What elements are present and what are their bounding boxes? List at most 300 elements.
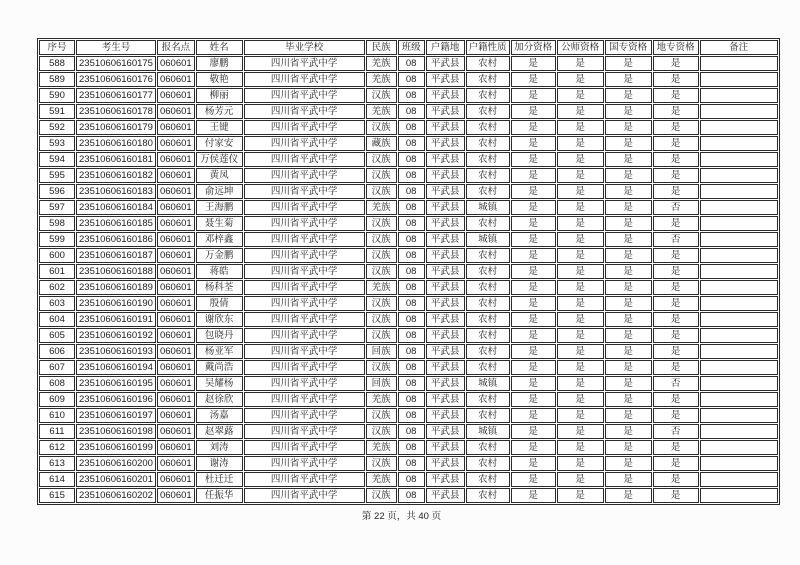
cell: 是 [557,344,604,359]
cell: 是 [557,88,604,103]
cell: 23510606160190 [76,296,156,311]
table-row [39,328,778,343]
cell: 23510606160196 [76,392,156,407]
table-row [39,424,778,439]
cell: 杜迁迁 [196,472,243,487]
cell: 平武县 [426,424,465,439]
cell: 08 [398,88,425,103]
column-header-1: 考生号 [76,40,156,55]
table-row [39,280,778,295]
table-row [39,296,778,311]
cell: 是 [511,360,556,375]
cell: 平武县 [426,168,465,183]
cell: 平武县 [426,248,465,263]
cell: 08 [398,72,425,87]
table-row [39,88,778,103]
cell: 是 [511,248,556,263]
cell: 060601 [157,184,195,199]
cell: 是 [557,296,604,311]
cell: 602 [39,280,75,295]
cell: 汉族 [366,264,397,279]
cell [700,360,778,375]
cell: 599 [39,232,75,247]
cell: 四川省平武中学 [244,120,365,135]
cell: 农村 [466,408,510,423]
cell: 四川省平武中学 [244,280,365,295]
cell: 608 [39,376,75,391]
cell: 刘涛 [196,440,243,455]
cell: 是 [605,280,652,295]
cell: 是 [653,184,699,199]
cell: 612 [39,440,75,455]
cell: 四川省平武中学 [244,152,365,167]
cell: 四川省平武中学 [244,312,365,327]
cell [700,296,778,311]
cell: 是 [605,472,652,487]
cell: 平武县 [426,392,465,407]
cell: 四川省平武中学 [244,472,365,487]
cell: 平武县 [426,376,465,391]
cell: 是 [511,328,556,343]
cell: 是 [653,248,699,263]
cell: 农村 [466,184,510,199]
cell: 汉族 [366,328,397,343]
cell: 城镇 [466,424,510,439]
cell: 是 [511,280,556,295]
cell: 四川省平武中学 [244,440,365,455]
cell: 杨芳元 [196,104,243,119]
cell: 08 [398,216,425,231]
cell: 060601 [157,72,195,87]
cell: 是 [653,56,699,71]
table-row [39,120,778,135]
cell: 是 [511,344,556,359]
cell: 08 [398,136,425,151]
cell [700,312,778,327]
cell: 08 [398,472,425,487]
cell: 谢涛 [196,456,243,471]
cell: 是 [605,216,652,231]
cell: 23510606160175 [76,56,156,71]
cell: 593 [39,136,75,151]
cell: 平武县 [426,440,465,455]
cell: 汉族 [366,488,397,503]
table-row [39,184,778,199]
cell: 汉族 [366,296,397,311]
cell: 是 [557,264,604,279]
cell: 23510606160177 [76,88,156,103]
cell: 是 [557,472,604,487]
cell: 是 [653,136,699,151]
cell: 是 [653,440,699,455]
cell: 是 [605,88,652,103]
cell: 23510606160179 [76,120,156,135]
cell: 是 [557,456,604,471]
cell: 汉族 [366,248,397,263]
cell [700,376,778,391]
cell: 是 [557,376,604,391]
cell: 赵翠蕗 [196,424,243,439]
cell: 汉族 [366,152,397,167]
cell: 四川省平武中学 [244,56,365,71]
cell: 平武县 [426,408,465,423]
cell: 敬艳 [196,72,243,87]
cell: 是 [557,408,604,423]
cell: 平武县 [426,312,465,327]
cell: 是 [653,296,699,311]
cell: 23510606160178 [76,104,156,119]
cell: 四川省平武中学 [244,392,365,407]
cell: 藏族 [366,136,397,151]
cell: 平武县 [426,264,465,279]
cell: 08 [398,168,425,183]
cell: 汉族 [366,168,397,183]
cell: 08 [398,120,425,135]
cell: 是 [511,264,556,279]
cell [700,488,778,503]
cell: 是 [557,184,604,199]
cell: 羌族 [366,472,397,487]
cell: 23510606160183 [76,184,156,199]
cell: 柳丽 [196,88,243,103]
cell: 613 [39,456,75,471]
cell: 595 [39,168,75,183]
cell: 060601 [157,328,195,343]
cell: 08 [398,200,425,215]
table-row [39,104,778,119]
table-row [39,56,778,71]
cell: 是 [511,424,556,439]
cell: 是 [557,232,604,247]
cell: 23510606160199 [76,440,156,455]
cell: 060601 [157,456,195,471]
cell: 农村 [466,104,510,119]
cell: 060601 [157,264,195,279]
cell: 060601 [157,168,195,183]
cell: 是 [511,136,556,151]
cell: 08 [398,232,425,247]
cell: 08 [398,104,425,119]
cell: 是 [653,264,699,279]
cell: 是 [605,232,652,247]
cell [700,344,778,359]
cell: 羌族 [366,392,397,407]
cell: 是 [653,152,699,167]
cell: 汉族 [366,120,397,135]
cell: 23510606160187 [76,248,156,263]
cell: 是 [511,168,556,183]
cell: 农村 [466,360,510,375]
cell: 是 [511,232,556,247]
cell: 603 [39,296,75,311]
cell: 是 [605,328,652,343]
cell: 08 [398,248,425,263]
column-header-5: 民族 [366,40,397,55]
cell: 农村 [466,344,510,359]
cell: 是 [605,360,652,375]
cell: 农村 [466,472,510,487]
cell: 08 [398,440,425,455]
cell: 平武县 [426,184,465,199]
cell: 23510606160184 [76,200,156,215]
cell: 平武县 [426,456,465,471]
cell: 是 [653,408,699,423]
cell: 是 [653,392,699,407]
cell: 农村 [466,168,510,183]
cell: 23510606160191 [76,312,156,327]
cell [700,472,778,487]
cell: 594 [39,152,75,167]
table-row [39,456,778,471]
cell: 是 [605,456,652,471]
cell: 农村 [466,136,510,151]
cell: 是 [511,408,556,423]
cell: 08 [398,456,425,471]
cell: 是 [511,440,556,455]
cell [700,440,778,455]
cell: 黄凤 [196,168,243,183]
cell: 戴尚浩 [196,360,243,375]
cell: 08 [398,152,425,167]
table-row [39,152,778,167]
table-row [39,232,778,247]
cell: 596 [39,184,75,199]
cell: 08 [398,56,425,71]
column-header-10: 公师资格 [557,40,604,55]
cell: 四川省平武中学 [244,456,365,471]
cell: 城镇 [466,200,510,215]
cell: 城镇 [466,376,510,391]
cell: 是 [653,72,699,87]
cell: 是 [605,152,652,167]
cell: 是 [653,88,699,103]
cell: 060601 [157,88,195,103]
cell: 是 [557,360,604,375]
cell [700,408,778,423]
cell [700,264,778,279]
column-header-4: 毕业学校 [244,40,365,55]
cell: 四川省平武中学 [244,488,365,503]
table-row [39,136,778,151]
cell: 否 [653,376,699,391]
cell: 是 [605,312,652,327]
cell: 591 [39,104,75,119]
cell: 是 [557,168,604,183]
cell: 060601 [157,312,195,327]
cell: 060601 [157,344,195,359]
cell: 23510606160182 [76,168,156,183]
cell: 23510606160189 [76,280,156,295]
cell: 是 [605,376,652,391]
cell: 农村 [466,488,510,503]
cell: 598 [39,216,75,231]
table-row [39,360,778,375]
cell: 060601 [157,248,195,263]
cell: 汉族 [366,216,397,231]
cell: 是 [511,152,556,167]
cell [700,152,778,167]
cell [700,200,778,215]
cell: 23510606160201 [76,472,156,487]
cell: 是 [605,184,652,199]
cell: 农村 [466,152,510,167]
cell: 回族 [366,376,397,391]
cell: 蒋皓 [196,264,243,279]
cell: 是 [605,296,652,311]
cell: 农村 [466,56,510,71]
cell: 平武县 [426,136,465,151]
cell: 羌族 [366,56,397,71]
cell: 平武县 [426,328,465,343]
cell: 是 [653,328,699,343]
cell: 是 [557,216,604,231]
column-header-3: 姓名 [196,40,243,55]
cell: 汉族 [366,424,397,439]
cell: 回族 [366,344,397,359]
cell: 是 [605,408,652,423]
cell: 23510606160197 [76,408,156,423]
cell: 23510606160193 [76,344,156,359]
cell: 包晓丹 [196,328,243,343]
cell: 060601 [157,56,195,71]
cell: 060601 [157,360,195,375]
cell: 农村 [466,248,510,263]
cell: 08 [398,408,425,423]
column-header-6: 班级 [398,40,425,55]
cell [700,72,778,87]
cell: 是 [653,344,699,359]
cell: 605 [39,328,75,343]
table-row [39,440,778,455]
cell: 060601 [157,152,195,167]
cell: 是 [605,424,652,439]
cell: 羌族 [366,280,397,295]
cell: 农村 [466,120,510,135]
cell: 是 [653,104,699,119]
cell: 23510606160186 [76,232,156,247]
cell: 060601 [157,440,195,455]
cell: 四川省平武中学 [244,424,365,439]
cell: 汉族 [366,184,397,199]
table-row [39,344,778,359]
column-header-13: 备注 [700,40,778,55]
cell: 四川省平武中学 [244,88,365,103]
cell: 589 [39,72,75,87]
cell: 060601 [157,280,195,295]
cell: 08 [398,424,425,439]
cell: 23510606160185 [76,216,156,231]
cell: 谢欣东 [196,312,243,327]
cell: 农村 [466,440,510,455]
cell: 是 [557,440,604,455]
cell: 赵徐欣 [196,392,243,407]
cell: 08 [398,184,425,199]
cell: 060601 [157,120,195,135]
cell: 08 [398,392,425,407]
cell: 是 [605,488,652,503]
cell: 060601 [157,136,195,151]
cell: 四川省平武中学 [244,328,365,343]
cell: 23510606160181 [76,152,156,167]
cell: 606 [39,344,75,359]
cell: 汉族 [366,408,397,423]
cell: 四川省平武中学 [244,376,365,391]
cell: 平武县 [426,360,465,375]
cell: 汉族 [366,232,397,247]
cell: 农村 [466,312,510,327]
cell: 611 [39,424,75,439]
table-row [39,264,778,279]
cell: 08 [398,328,425,343]
cell: 否 [653,200,699,215]
cell: 601 [39,264,75,279]
cell [700,104,778,119]
table-row [39,472,778,487]
cell: 是 [557,280,604,295]
cell: 08 [398,488,425,503]
column-header-7: 户籍地 [426,40,465,55]
table-row [39,488,778,503]
table-row [39,248,778,263]
cell: 付家安 [196,136,243,151]
cell [700,232,778,247]
table-row [39,200,778,215]
cell: 平武县 [426,88,465,103]
column-header-12: 地专资格 [653,40,699,55]
cell: 23510606160194 [76,360,156,375]
cell: 农村 [466,328,510,343]
cell: 是 [557,72,604,87]
cell: 四川省平武中学 [244,216,365,231]
cell: 592 [39,120,75,135]
cell: 杨亚军 [196,344,243,359]
cell: 是 [653,280,699,295]
cell: 是 [557,312,604,327]
cell: 600 [39,248,75,263]
column-header-9: 加分资格 [511,40,556,55]
cell: 是 [511,456,556,471]
cell: 是 [557,248,604,263]
cell: 平武县 [426,488,465,503]
cell: 是 [653,456,699,471]
cell: 060601 [157,408,195,423]
cell: 060601 [157,216,195,231]
table-row [39,168,778,183]
cell: 060601 [157,424,195,439]
cell: 四川省平武中学 [244,344,365,359]
cell: 王键 [196,120,243,135]
cell: 060601 [157,392,195,407]
cell: 是 [605,120,652,135]
cell: 604 [39,312,75,327]
cell [700,248,778,263]
cell: 是 [653,488,699,503]
cell: 23510606160192 [76,328,156,343]
cell: 08 [398,344,425,359]
cell: 是 [511,216,556,231]
cell: 四川省平武中学 [244,232,365,247]
cell: 08 [398,280,425,295]
table-row [39,312,778,327]
cell: 汉族 [366,456,397,471]
cell: 是 [511,392,556,407]
cell [700,88,778,103]
cell: 是 [605,200,652,215]
cell [700,168,778,183]
cell: 四川省平武中学 [244,104,365,119]
cell: 060601 [157,296,195,311]
cell: 08 [398,296,425,311]
